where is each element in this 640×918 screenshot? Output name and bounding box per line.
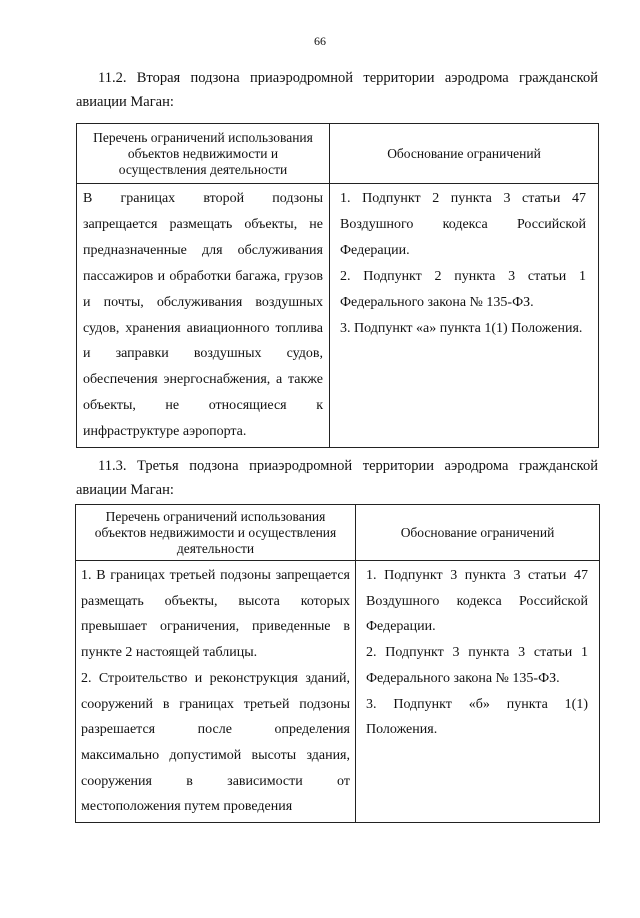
column-header-justification: Обоснование ограничений — [356, 505, 600, 561]
justification-item: 1. Подпункт 3 пункта 3 статьи 47 Воздушного кодекса Российской Федерации. — [366, 568, 588, 635]
section-heading-11-2: 11.2. Вторая подзона приаэродромной территории аэродрома гражданской авиации Маган: — [76, 70, 598, 110]
justification-cell — [356, 561, 600, 823]
restrictions-cell — [76, 561, 356, 823]
restriction-paragraph: В границах второй подзоны запрещается размещать объекты, не предназначенные для обслуживания пассажиров и обработки багажа, грузов и почты, обслуживания воздушных судов, хранения авиационного топлива и заправки воздушных судов, обеспечения энергоснабжения, а также объекты, не относящиеся к инфраструктуре аэропорта. — [83, 191, 323, 440]
restrictions-table-zone-3 — [75, 504, 600, 823]
column-header-restrictions: Перечень ограничений использования объектов недвижимости и осуществления деятельности — [76, 505, 356, 561]
table-row — [77, 184, 599, 448]
restriction-paragraph: 2. Строительство и реконструкция зданий, сооружений в границах третьей подзоны разрешается после определения максимально допустимой высоты здания, сооружения в зависимости от местоположения путем проведения — [81, 670, 350, 815]
justification-item: 3. Подпункт «б» пункта 1(1) Положения. — [366, 696, 588, 738]
justification-item: 2. Подпункт 2 пункта 3 статьи 1 Федерального закона № 135-ФЗ. — [340, 268, 586, 310]
restrictions-cell — [77, 184, 330, 448]
justification-item: 2. Подпункт 3 пункта 3 статьи 1 Федерального закона № 135-ФЗ. — [366, 645, 588, 686]
column-header-restrictions: Перечень ограничений использования объектов недвижимости и осуществления деятельности — [77, 124, 330, 184]
justification-item: 3. Подпункт «а» пункта 1(1) Положения. — [340, 320, 583, 336]
table-row — [76, 561, 600, 823]
section-heading-11-3: 11.3. Третья подзона приаэродромной территории аэродрома гражданской авиации Маган: — [76, 458, 598, 498]
restriction-paragraph: 1. В границах третьей подзоны запрещается размещать объекты, высота которых превышает ограничения, приведенные в пункте 2 настоящей таблицы. — [81, 568, 350, 661]
table-header-row — [77, 124, 599, 184]
restrictions-table-zone-2 — [76, 123, 599, 448]
page-number: 66 — [314, 34, 326, 48]
column-header-justification: Обоснование ограничений — [330, 124, 599, 184]
table-header-row — [76, 505, 600, 561]
justification-cell — [330, 184, 599, 448]
justification-item: 1. Подпункт 2 пункта 3 статьи 47 Воздушного кодекса Российской Федерации. — [340, 191, 586, 258]
